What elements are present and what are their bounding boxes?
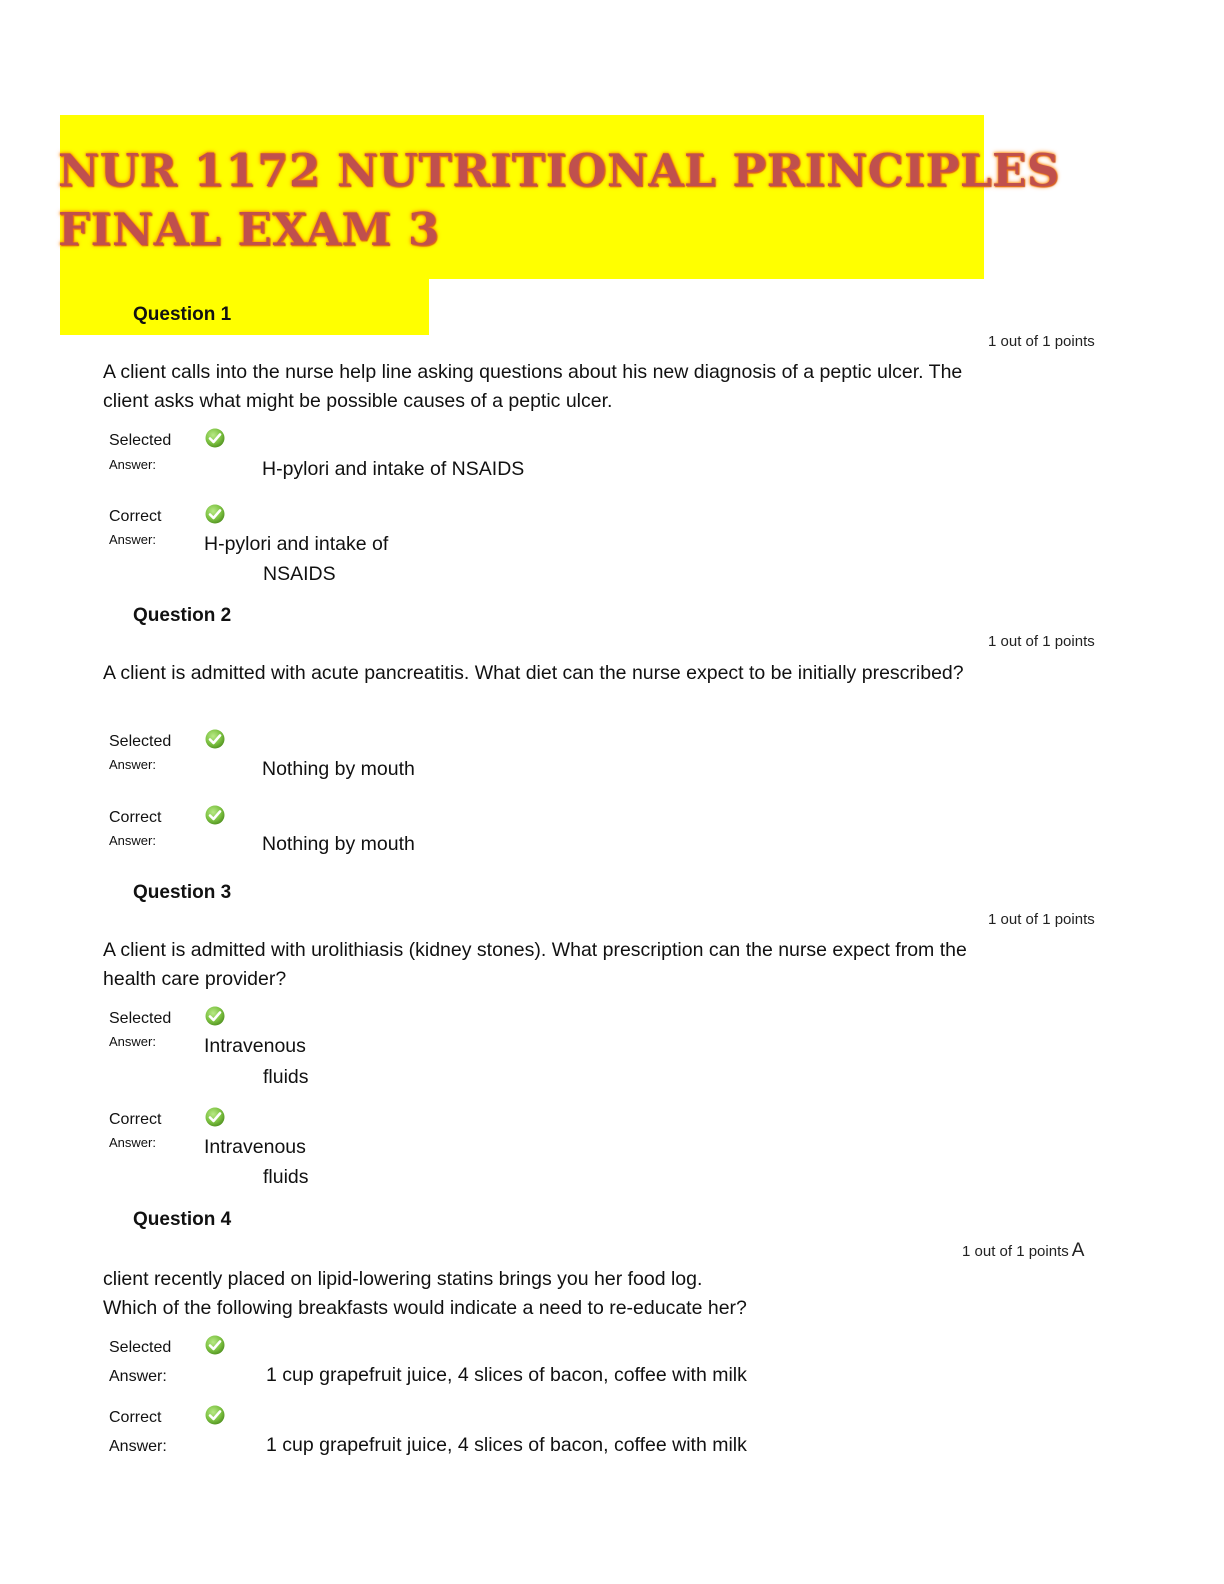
correct-answer-sublabel: Answer:	[109, 532, 156, 547]
correct-answer-text-continued: NSAIDS	[263, 563, 336, 585]
question-title: Question 3	[133, 882, 232, 903]
selected-answer-label: Selected	[109, 1010, 172, 1027]
title-highlight-extension	[60, 279, 429, 335]
question-text: client recently placed on lipid-lowering statins brings you her food log.	[103, 1268, 703, 1290]
correct-answer-text: Nothing by mouth	[262, 833, 415, 855]
question-points: 1 out of 1 points	[988, 911, 1095, 928]
question-title: Question 2	[133, 605, 232, 626]
check-circle-icon	[205, 729, 225, 749]
correct-answer-text: 1 cup grapefruit juice, 4 slices of bacon, coffee with milk	[266, 1434, 747, 1456]
selected-answer-sublabel: Answer:	[109, 1368, 167, 1385]
selected-answer-text: 1 cup grapefruit juice, 4 slices of bacon, coffee with milk	[266, 1364, 747, 1386]
question-text: A client calls into the nurse help line asking questions about his new diagnosis of a peptic ulcer. The client asks what might be possible causes of a peptic ulcer.	[103, 361, 963, 412]
selected-answer-text: H-pylori and intake of NSAIDS	[262, 458, 525, 480]
question-points	[962, 1240, 1084, 1262]
selected-answer-text: Nothing by mouth	[262, 758, 415, 780]
points-text: 1 out of 1 points	[962, 1243, 1069, 1260]
correct-answer-label: Correct	[109, 1409, 162, 1426]
page-subtitle: FINAL EXAM 3	[58, 203, 440, 256]
selected-answer-sublabel: Answer:	[109, 1034, 156, 1049]
selected-answer-text-continued: fluids	[263, 1066, 309, 1088]
page-title: NUR 1172 NUTRITIONAL PRINCIPLES	[58, 144, 1060, 197]
check-circle-icon	[205, 428, 225, 448]
check-circle-icon	[205, 805, 225, 825]
question-text: A client is admitted with urolithiasis (kidney stones). What prescription can the nurse expect from the health care provider?	[103, 939, 967, 990]
selected-answer-label: Selected	[109, 733, 172, 750]
correct-answer-sublabel: Answer:	[109, 1438, 167, 1455]
selected-answer-label: Selected	[109, 1339, 172, 1356]
correct-answer-text: Intravenous	[204, 1136, 306, 1158]
selected-answer-text: Intravenous	[204, 1035, 306, 1057]
correct-answer-label: Correct	[109, 508, 162, 525]
question-points: 1 out of 1 points	[988, 633, 1095, 650]
correct-answer-text-continued: fluids	[263, 1166, 309, 1188]
question-text-continued: Which of the following breakfasts would indicate a need to re-educate her?	[103, 1297, 747, 1319]
correct-answer-text: H-pylori and intake of	[204, 533, 389, 555]
correct-answer-sublabel: Answer:	[109, 1135, 156, 1150]
selected-answer-sublabel: Answer:	[109, 757, 156, 772]
check-circle-icon	[205, 1335, 225, 1355]
check-circle-icon	[205, 504, 225, 524]
question-text: A client is admitted with acute pancreatitis. What diet can the nurse expect to be initially prescribed?	[103, 662, 964, 684]
selected-answer-label: Selected	[109, 432, 172, 449]
question-title: Question 4	[133, 1209, 232, 1230]
check-circle-icon	[205, 1107, 225, 1127]
correct-answer-label: Correct	[109, 1111, 162, 1128]
question-title: Question 1	[133, 304, 232, 325]
points-trailing-text: A	[1071, 1240, 1085, 1261]
correct-answer-label: Correct	[109, 809, 162, 826]
correct-answer-sublabel: Answer:	[109, 833, 156, 848]
check-circle-icon	[205, 1006, 225, 1026]
question-points: 1 out of 1 points	[988, 333, 1095, 350]
check-circle-icon	[205, 1405, 225, 1425]
selected-answer-sublabel: Answer:	[109, 457, 156, 472]
